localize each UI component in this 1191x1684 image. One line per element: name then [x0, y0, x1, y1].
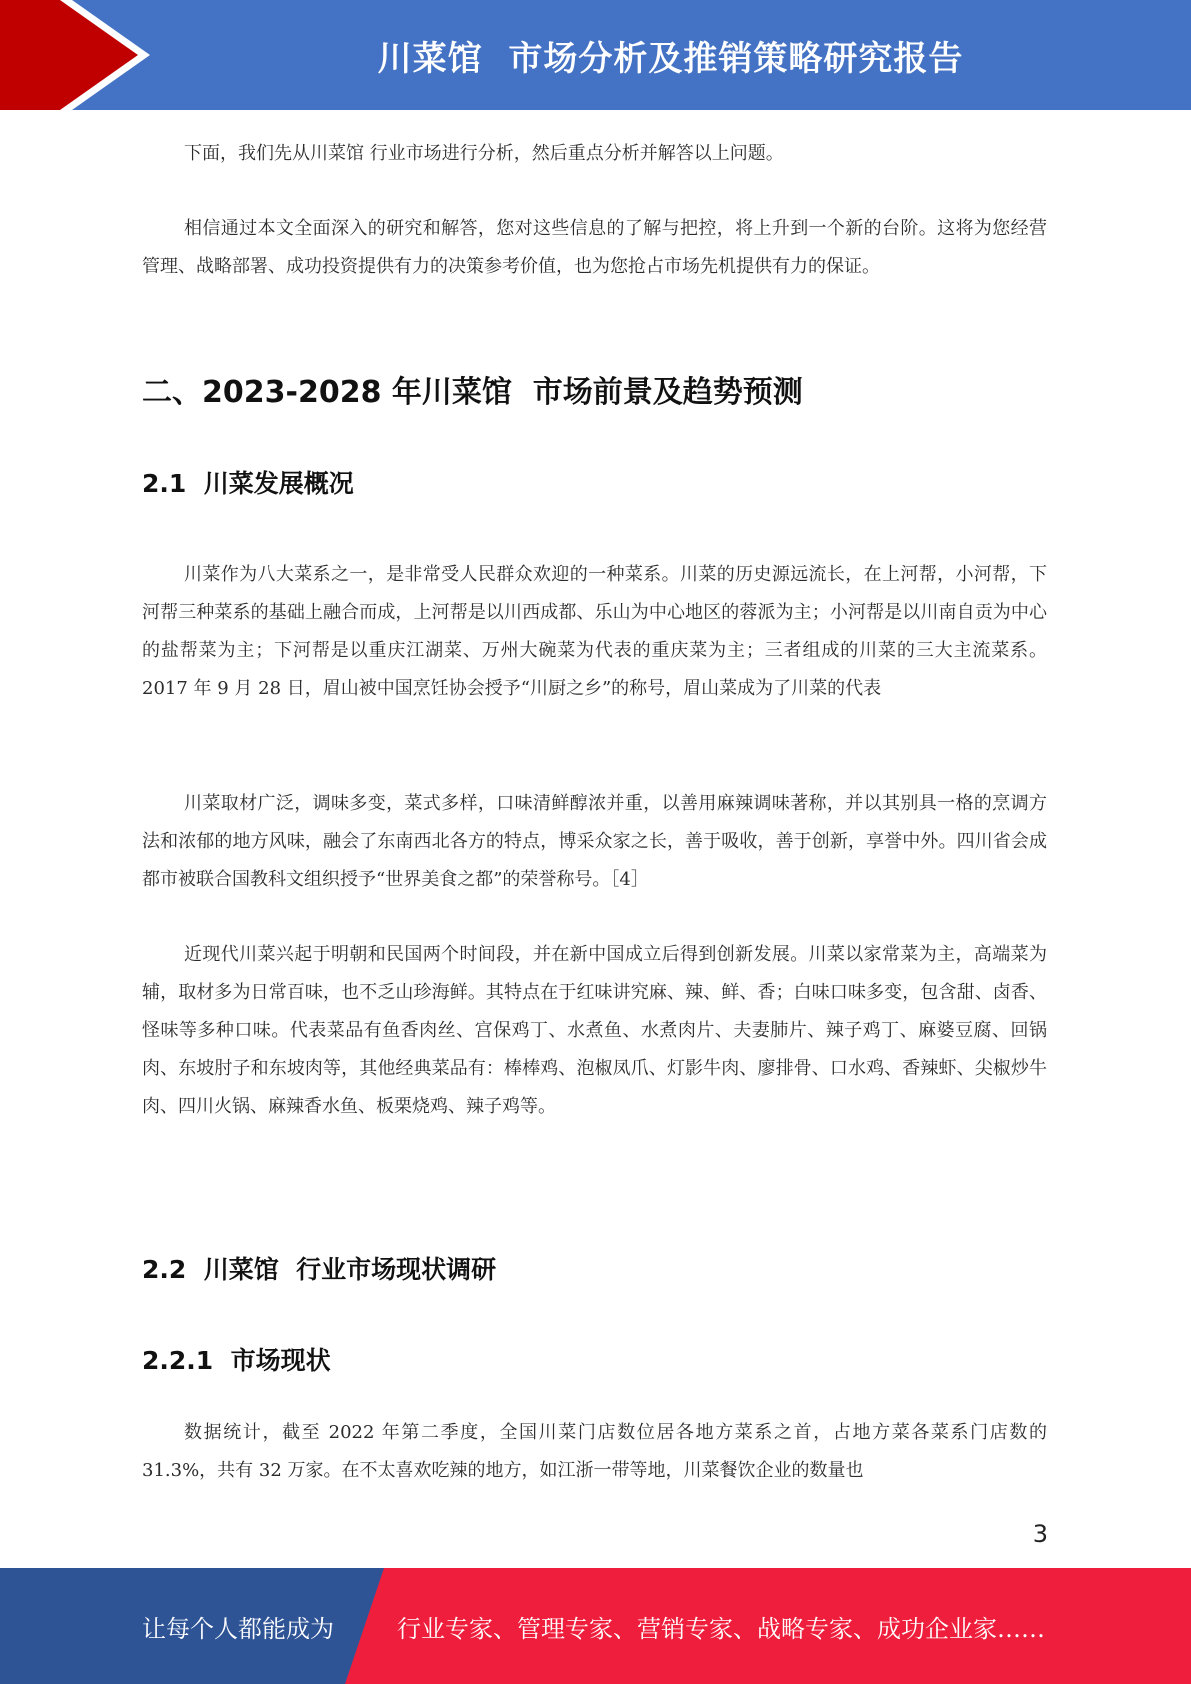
- section-2-heading-block: [142, 367, 1047, 411]
- footer-slogan-right: 行业专家、管理专家、营销专家、战略专家、成功企业家……: [397, 1614, 1045, 1643]
- section-2-2-1-heading: 2.2.1 市场现状: [142, 1346, 331, 1375]
- intro-paragraph-2: 相信通过本文全面深入的研究和解答，您对这些信息的了解与把控，将上升到一个新的台阶。这将为您经营管理、战略部署、成功投资提供有力的决策参考价值，也为您抢占市场先机提供有力的保证。: [142, 218, 1047, 277]
- page-number: 3: [1032, 1520, 1048, 1548]
- section-2-2-1-heading-block: [142, 1341, 1047, 1377]
- section-2-2-1-paragraph-block: [142, 1414, 1047, 1490]
- intro-paragraph-1-block: [142, 135, 1047, 173]
- section-2-2-1-paragraph: 数据统计，截至 2022 年第二季度，全国川菜门店数位居各地方菜系之首，占地方菜各菜系门店数的 31.3%，共有 32 万家。在不太喜欢吃辣的地方，如江浙一带等地，川菜餐饮企业的数量也: [142, 1422, 1047, 1481]
- report-title: 川菜馆 市场分析及推销策略研究报告: [377, 38, 964, 79]
- page-footer: [0, 1568, 1191, 1684]
- section-2-1-paragraph-2: 川菜取材广泛，调味多变，菜式多样，口味清鲜醇浓并重，以善用麻辣调味著称，并以其别具一格的烹调方法和浓郁的地方风味，融会了东南西北各方的特点，博采众家之长，善于吸收，善于创新，享誉中外。四川省会成都市被联合国教科文组织授予“世界美食之都”的荣誉称号。［4］: [142, 793, 1047, 890]
- intro-paragraph-2-block: [142, 210, 1047, 286]
- section-2-1-heading: 2.1 川菜发展概况: [142, 469, 354, 498]
- section-2-1-paragraph-2-block: [142, 785, 1047, 899]
- section-2-2-heading-block: [142, 1250, 1047, 1286]
- section-2-heading: 二、2023-2028 年川菜馆 市场前景及趋势预测: [142, 375, 803, 410]
- intro-paragraph-1: 下面，我们先从川菜馆 行业市场进行分析，然后重点分析并解答以上问题。: [184, 143, 784, 164]
- section-2-1-paragraph-3: 近现代川菜兴起于明朝和民国两个时间段，并在新中国成立后得到创新发展。川菜以家常菜为主，高端菜为辅，取材多为日常百味，也不乏山珍海鲜。其特点在于红味讲究麻、辣、鲜、香；白味口味多变，包含甜、卤香、怪味等多种口味。代表菜品有鱼香肉丝、宫保鸡丁、水煮鱼、水煮肉片、夫妻肺片、辣子鸡丁、麻婆豆腐、回锅肉、东坡肘子和东坡肉等，其他经典菜品有：棒棒鸡、泡椒凤爪、灯影牛肉、廖排骨、口水鸡、香辣虾、尖椒炒牛肉、四川火锅、麻辣香水鱼、板栗烧鸡、辣子鸡等。: [142, 944, 1047, 1117]
- section-2-1-paragraph-1-block: [142, 556, 1047, 708]
- section-2-2-heading: 2.2 川菜馆 行业市场现状调研: [142, 1255, 497, 1284]
- section-2-1-heading-block: [142, 464, 1047, 500]
- footer-slogan-left: 让每个人都能成为: [142, 1614, 334, 1643]
- section-2-1-paragraph-1: 川菜作为八大菜系之一，是非常受人民群众欢迎的一种菜系。川菜的历史源远流长，在上河帮，小河帮，下河帮三种菜系的基础上融合而成，上河帮是以川西成都、乐山为中心地区的蓉派为主；小河帮是以川南自贡为中心的盐帮菜为主；下河帮是以重庆江湖菜、万州大碗菜为代表的重庆菜为主；三者组成的川菜的三大主流菜系。2017 年 9 月 28 日，眉山被中国烹饪协会授予“川厨之乡”的称号，眉山菜成为了川菜的代表: [142, 564, 1047, 699]
- section-2-1-paragraph-3-block: [142, 936, 1047, 1126]
- page-header: [0, 0, 1191, 110]
